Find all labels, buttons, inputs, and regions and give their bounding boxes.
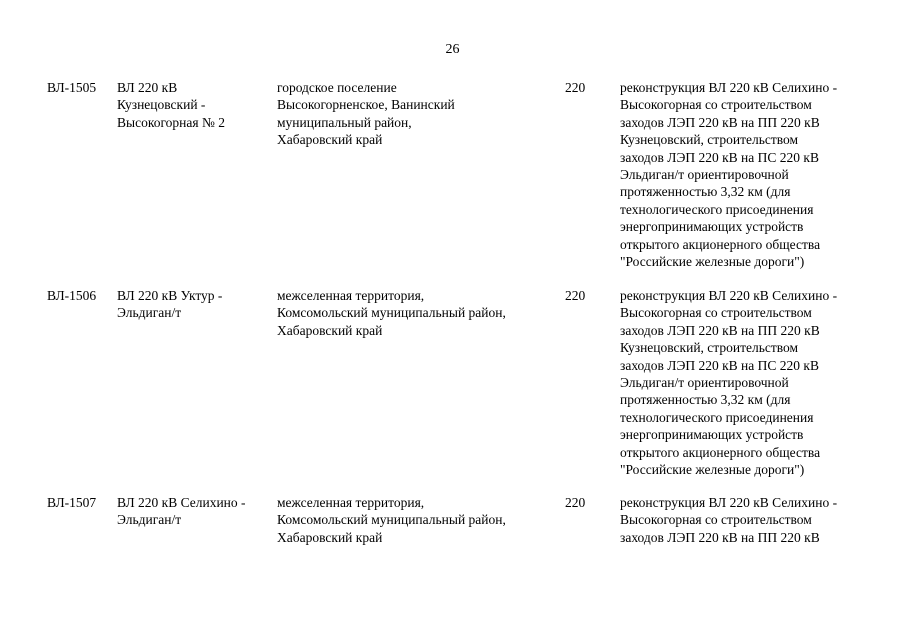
- line-purpose: реконструкция ВЛ 220 кВ Селихино - Высокогорная со строительством заходов ЛЭП 220 кВ на ПП 220 кВ Кузнецовский, строительством заходов ЛЭП 220 кВ на ПС 220 кВ Эльдиган/т ориентировочной протяженностью 3,32 км (для технологического присоединения энергопринимающих устройств открытого акционерного общества "Российские железные дороги"): [620, 288, 838, 478]
- line-name: ВЛ 220 кВ Кузнецовский - Высокогорная № 2: [117, 80, 225, 130]
- page-number: 26: [445, 42, 460, 57]
- line-purpose: реконструкция ВЛ 220 кВ Селихино - Высокогорная со строительством заходов ЛЭП 220 кВ на ПП 220 кВ: [620, 495, 838, 545]
- line-voltage: 220: [565, 288, 586, 303]
- line-name: ВЛ 220 кВ Селихино - Эльдиган/т: [117, 495, 246, 528]
- line-code: ВЛ-1507: [47, 495, 97, 510]
- line-name: ВЛ 220 кВ Уктур - Эльдиган/т: [117, 288, 223, 321]
- line-voltage: 220: [565, 80, 586, 95]
- line-code: ВЛ-1505: [47, 80, 97, 95]
- line-location: городское поселение Высокогорненское, Ванинский муниципальный район, Хабаровский край: [277, 80, 455, 148]
- line-purpose: реконструкция ВЛ 220 кВ Селихино - Высокогорная со строительством заходов ЛЭП 220 кВ на ПП 220 кВ Кузнецовский, строительством заходов ЛЭП 220 кВ на ПС 220 кВ Эльдиган/т ориентировочной протяженностью 3,32 км (для технологического присоединения энергопринимающих устройств открытого акционерного общества "Российские железные дороги"): [620, 80, 838, 270]
- line-code: ВЛ-1506: [47, 288, 97, 303]
- line-location: межселенная территория, Комсомольский муниципальный район, Хабаровский край: [277, 495, 506, 545]
- line-location: межселенная территория, Комсомольский муниципальный район, Хабаровский край: [277, 288, 506, 338]
- line-voltage: 220: [565, 495, 586, 510]
